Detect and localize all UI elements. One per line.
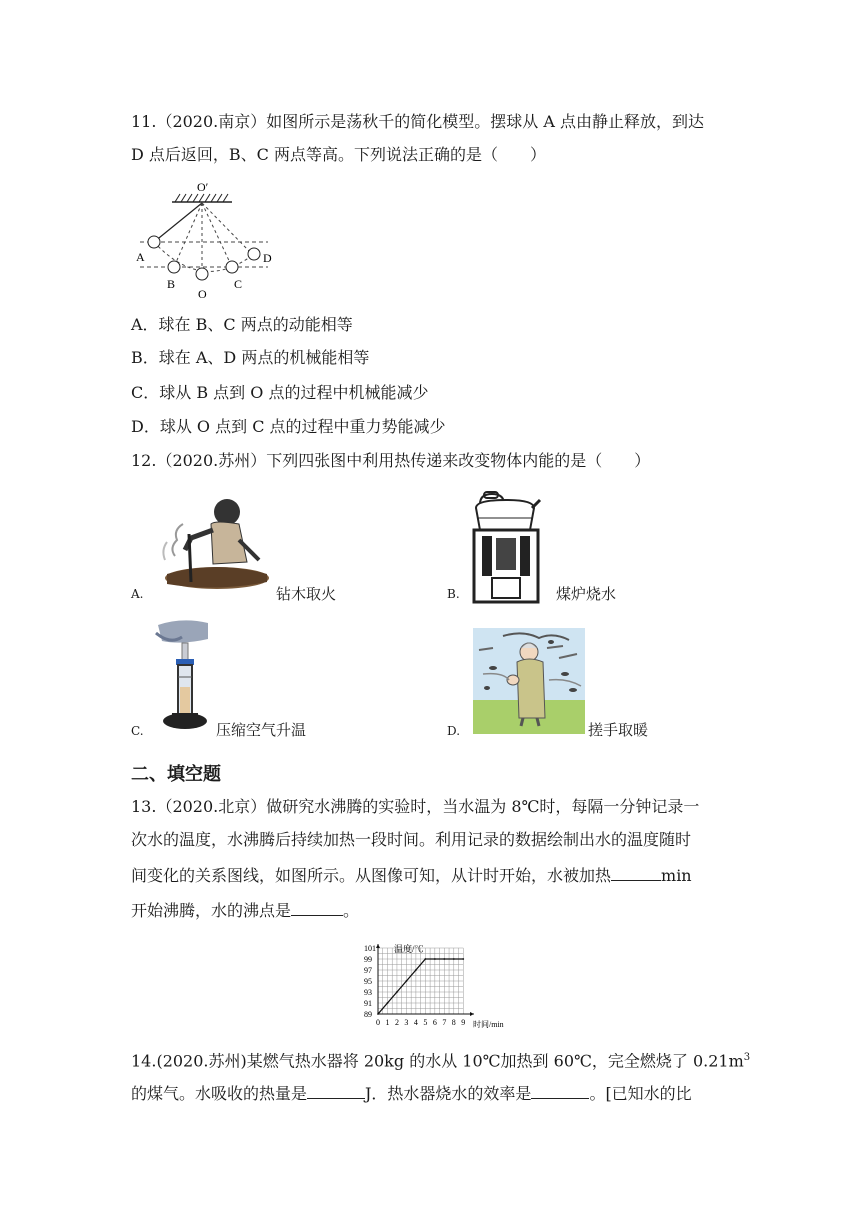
q14-line-1 — [131, 1048, 750, 1071]
q13-blank-time[interactable] — [611, 864, 661, 881]
q13-line-2: 次水的温度，水沸腾后持续加热一段时间。利用记录的数据绘制出水的温度随时 — [131, 830, 692, 849]
q13-blank-boiling-point[interactable] — [291, 899, 343, 916]
q12-d-caption: 搓手取暖 — [588, 721, 649, 739]
q11-option-d: D．球从 O 点到 C 点的过程中重力势能减少 — [131, 417, 446, 436]
data-point — [462, 958, 464, 960]
data-point — [424, 958, 426, 960]
x-tick-label: 2 — [394, 1018, 399, 1027]
q11-option-c: C．球从 B 点到 O 点的过程中机械能减少 — [131, 383, 429, 402]
coal-stove-kettle-icon — [470, 486, 542, 604]
q14-line-2-mid: J．热水器烧水的效率是 — [365, 1084, 532, 1103]
q14-blank-heat[interactable] — [307, 1082, 365, 1099]
q11-line-1: 11.（2020.南京）如图所示是荡秋千的简化模型。摆球从 A 点由静止释放，到达 — [131, 112, 704, 131]
q12-a-caption: 钻木取火 — [276, 585, 337, 603]
label-o: O — [198, 287, 207, 301]
y-axis-arrow — [376, 944, 380, 948]
q13-line-4 — [131, 899, 359, 921]
chart-ticks — [364, 944, 465, 1027]
chart-axes — [376, 944, 474, 1016]
section-heading: 二、填空题 — [131, 764, 221, 785]
q13-line-4-text: 开始沸腾，水的沸点是 — [131, 901, 292, 920]
q12-c-letter: C. — [131, 724, 144, 738]
q14-line-2-text: 的煤气。水吸收的热量是 — [131, 1084, 308, 1103]
pivot-label: O′ — [197, 180, 209, 194]
pendulum-diagram — [130, 176, 280, 304]
chart-ylabel: 温度/℃ — [394, 944, 424, 954]
y-tick-label: 89 — [364, 1010, 372, 1019]
x-tick-label: 6 — [432, 1018, 437, 1027]
q13-line-3-text: 间变化的关系图线，如图所示。从图像可知，从计时开始，水被加热 — [131, 866, 612, 885]
temperature-time-chart — [350, 940, 510, 1032]
q11-option-a: A．球在 B、C 两点的动能相等 — [131, 315, 353, 334]
x-tick-label: 0 — [376, 1018, 380, 1027]
q13-line-1: 13.（2020.北京）做研究水沸腾的实验时，当水温为 8℃时，每隔一分钟记录一 — [131, 797, 700, 816]
y-tick-label: 97 — [364, 966, 372, 975]
x-tick-label: 4 — [413, 1018, 418, 1027]
data-point — [453, 958, 455, 960]
y-tick-label: 91 — [364, 999, 372, 1008]
data-point — [443, 958, 445, 960]
q11-line-2: D 点后返回，B、C 两点等高。下列说法正确的是（ ） — [131, 145, 547, 164]
q12-a-letter: A. — [131, 587, 144, 601]
data-point — [415, 969, 417, 971]
q13-unit-min: min — [661, 866, 692, 885]
q14-blank-efficiency[interactable] — [531, 1082, 589, 1099]
label-a: A — [136, 250, 145, 264]
q13-line-4-end: 。 — [343, 901, 360, 920]
label-b: B — [167, 277, 176, 291]
air-compression-syringe-icon — [152, 617, 214, 737]
q12-c-caption: 压缩空气升温 — [216, 721, 307, 739]
x-axis-arrow — [470, 1012, 474, 1016]
q12-b-caption: 煤炉烧水 — [556, 585, 617, 603]
chart-grid — [378, 948, 463, 1014]
chart-xlabel: 时间/min — [473, 1020, 504, 1029]
label-c: C — [234, 277, 243, 291]
y-tick-label: 95 — [364, 977, 372, 986]
y-tick-label: 101 — [364, 944, 376, 953]
q14-superscript: 3 — [743, 1052, 751, 1063]
q14-line-1-text: 14.(2020.苏州)某燃气热水器将 20kg 的水从 10℃加热到 60℃，完全燃烧了 0.21m — [131, 1051, 744, 1071]
q12-line-1: 12.（2020.苏州）下列四张图中利用热传递来改变物体内能的是（ ） — [131, 451, 651, 470]
data-point — [396, 991, 398, 993]
rubbing-hands-icon — [473, 628, 585, 734]
y-tick-label: 99 — [364, 955, 372, 964]
data-point — [406, 980, 408, 982]
x-tick-label: 1 — [385, 1018, 390, 1027]
x-tick-label: 5 — [423, 1018, 428, 1027]
q12-b-letter: B. — [447, 587, 460, 601]
q11-option-b: B．球在 A、D 两点的机械能相等 — [131, 348, 370, 367]
data-point — [434, 958, 436, 960]
x-tick-label: 7 — [442, 1018, 447, 1027]
x-tick-label: 8 — [451, 1018, 456, 1027]
drill-wood-fire-icon — [155, 490, 273, 598]
x-tick-label: 3 — [404, 1018, 409, 1027]
y-tick-label: 93 — [364, 988, 372, 997]
x-tick-label: 9 — [461, 1018, 466, 1027]
data-point — [387, 1002, 389, 1004]
data-point — [377, 1013, 379, 1015]
q14-line-2 — [131, 1082, 692, 1104]
q12-d-letter: D. — [447, 724, 461, 738]
q14-line-2-end: 。[已知水的比 — [589, 1084, 692, 1103]
label-d: D — [263, 251, 272, 265]
q13-line-3 — [131, 864, 692, 886]
